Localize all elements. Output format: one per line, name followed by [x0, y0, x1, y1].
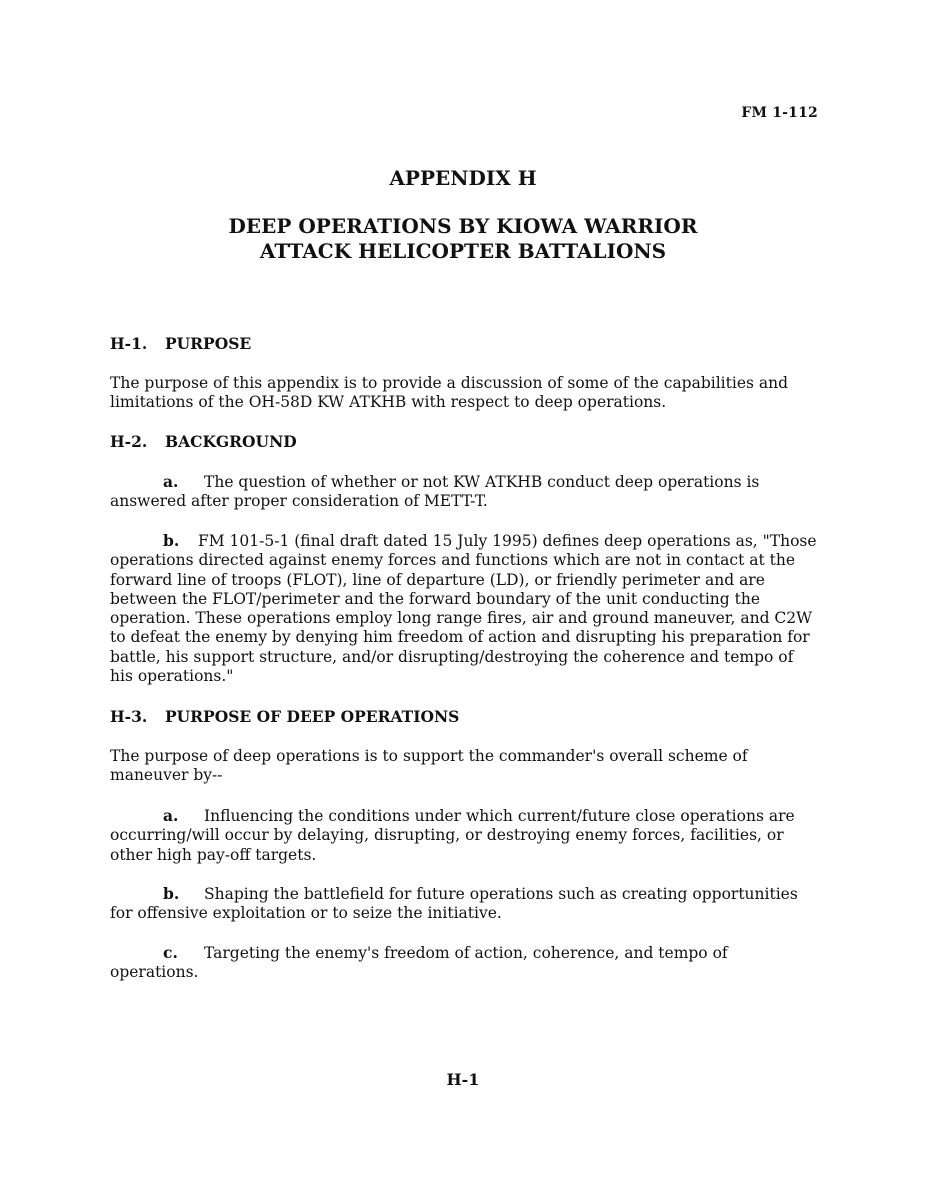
item-label: b. [163, 531, 180, 550]
section-h1-body: The purpose of this appendix is to provide a discussion of some of the capabilities and limitations of the OH-58D KW ATKHB with respect to deep operations. [110, 374, 789, 412]
section-heading-h2 [110, 432, 297, 451]
appendix-title: APPENDIX H [389, 166, 537, 190]
section-h2-item-a [110, 472, 820, 512]
section-number: H-3. [110, 707, 148, 726]
item-label: a. [163, 472, 179, 491]
section-h3-item-b [110, 884, 820, 924]
section-h3-item-c [110, 943, 820, 983]
section-number: H-1. [110, 334, 148, 353]
section-h3-item-a [110, 806, 820, 865]
item-label: b. [163, 884, 180, 903]
main-title [0, 214, 926, 264]
item-label: c. [163, 943, 178, 962]
item-text: Influencing the conditions under which current/future close operations are occurring/will occur by delaying, disrupting, or destroying enemy forces, facilities, or other high pay-off targets. [110, 807, 795, 864]
document-number: FM 1-112 [741, 105, 818, 121]
section-heading-h1 [110, 334, 251, 353]
section-title: PURPOSE OF DEEP OPERATIONS [165, 707, 460, 726]
item-text: Shaping the battlefield for future operations such as creating opportunities for offensive exploitation or to seize the initiative. [110, 885, 798, 923]
section-title: BACKGROUND [165, 432, 297, 451]
main-title-line-1: DEEP OPERATIONS BY KIOWA WARRIOR [228, 214, 698, 238]
section-heading-h3 [110, 707, 459, 726]
item-text: The question of whether or not KW ATKHB conduct deep operations is answered after proper consideration of METT-T. [110, 473, 760, 511]
item-text: Targeting the enemy's freedom of action, coherence, and tempo of operations. [110, 944, 728, 982]
section-number: H-2. [110, 432, 148, 451]
item-text: FM 101-5-1 (final draft dated 15 July 1995) defines deep operations as, "Those operations directed against enemy forces and functions which are not in contact at the forward line of troops (FLOT), line of departure (LD), or friendly perimeter and are between the FLOT/perimeter and the forward boundary of the unit conducting the operation. These operations employ long range fires, air and ground maneuver, and C2W to defeat the enemy by denying him freedom of action and disrupting his preparation for battle, his support structure, and/or disrupting/destroying the coherence and tempo of his operations." [110, 532, 817, 686]
section-title: PURPOSE [165, 334, 252, 353]
page-number: H-1 [446, 1070, 480, 1089]
item-label: a. [163, 806, 179, 825]
section-h2-item-b [110, 531, 820, 686]
section-h3-body: The purpose of deep operations is to support the commander's overall scheme of maneuver by-- [110, 747, 748, 785]
main-title-line-2: ATTACK HELICOPTER BATTALIONS [259, 239, 667, 263]
